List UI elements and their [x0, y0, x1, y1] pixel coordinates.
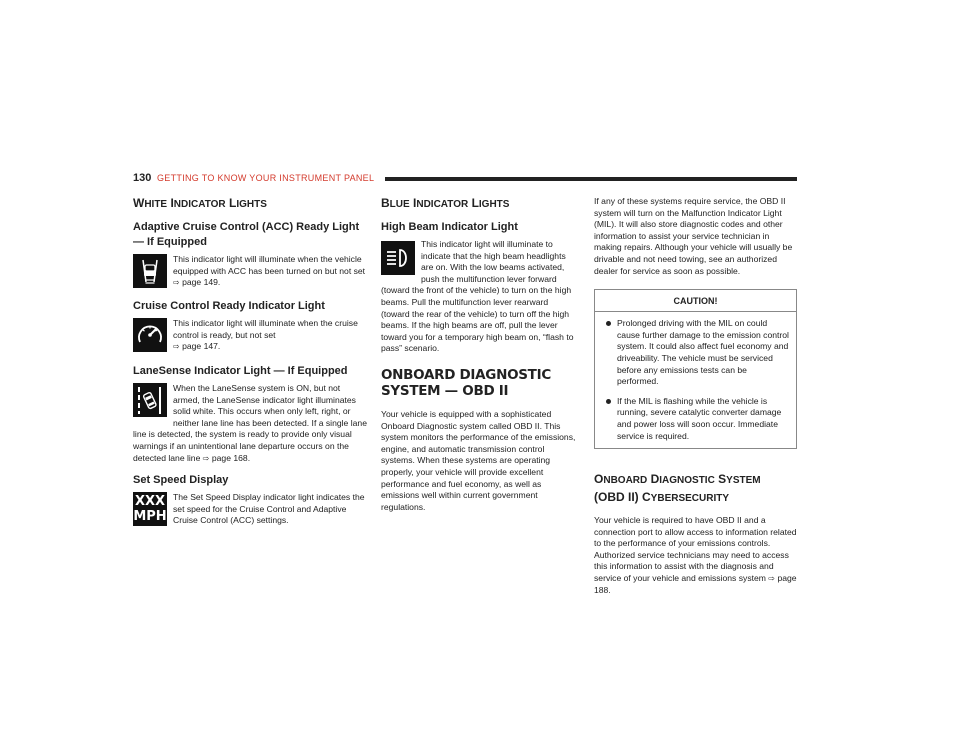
caution-title: CAUTION!: [595, 290, 796, 312]
cruise-text: This indicator light will illuminate when the cruise control is ready, but not set ⇨ page 147.: [173, 318, 358, 352]
caution-bullet: Prolonged driving with the MIL on could cause further damage to the emission control system. It could also affect fuel economy and driveability. The vehicle must be serviced before any emissions tests can be performed.: [601, 318, 790, 388]
cruise-heading: Cruise Control Ready Indicator Light: [133, 300, 325, 312]
setspeed-heading: Set Speed Display: [133, 474, 229, 487]
acc-ready-icon: [133, 254, 167, 288]
header-rule: [385, 177, 797, 181]
setspeed-text: The Set Speed Display indicator light indicates the set speed for the Cruise Control and Adaptive Cruise Control (ACC) settings.: [173, 492, 365, 526]
page-number: 130: [133, 172, 152, 184]
column-3: [594, 196, 797, 596]
white-indicator-lights-title: WHITE INDICATOR LIGHTS: [133, 196, 267, 210]
high-beam-icon: [381, 241, 415, 275]
cruise-ready-icon: [133, 318, 167, 352]
high-beam-text: This indicator light will illuminate to indicate that the high beam headlights are on. With the low beams activated, push the multifunction lever forward (toward the front of the vehicle) to turn on the high beams. Pull the multifunction lever rearward (toward the rear of the vehicle) to turn off the high beams. If the high beams are off, pull the lever toward you for a temporary high beam on, “flash to pass” scenario.: [381, 239, 574, 354]
section-title: GETTING TO KNOW YOUR INSTRUMENT PANEL: [157, 173, 375, 183]
blue-indicator-lights-title: BLUE INDICATOR LIGHTS: [381, 196, 510, 210]
column-1: [133, 196, 369, 528]
lanesense-text: When the LaneSense system is ON, but not armed, the LaneSense indicator light illuminates solid white. This occurs when only left, right, or neither lane line has been detected. If a single lane line is detected, the system is ready to provide only visual warnings if an unintentional lane departure occurs on the detected lane line ⇨ page 168.: [133, 383, 367, 463]
caution-bullet: If the MIL is flashing while the vehicle is running, severe catalytic converter damage and power loss will soon occur. Immediate service is required.: [601, 396, 790, 442]
lanesense-icon: [133, 383, 167, 417]
lanesense-heading: LaneSense Indicator Light — If Equipped: [133, 365, 348, 377]
high-beam-heading: High Beam Indicator Light: [381, 221, 518, 233]
obd-service-text: If any of these systems require service, the OBD II system will turn on the Malfunction Indicator Light (MIL). It will also store diagnostic codes and other information to assist your service technician in making repairs. Although your vehicle will usually be drivable and not need towing, see an authorized dealer for service as soon as possible.: [594, 196, 793, 276]
column-2: [381, 196, 577, 513]
cybersecurity-text: Your vehicle is required to have OBD II and a connection port to allow access to information related to the performance of your emissions controls. Authorized service technicians may need to access this information to assist with the diagnosis and service of your vehicle and emissions system ⇨ page 188.: [594, 515, 797, 595]
obd-text: Your vehicle is equipped with a sophisticated Onboard Diagnostic system called OBD II. This system monitors the performance of the emissions, engine, and automatic transmission control systems. When these systems are operating properly, your vehicle will provide excellent performance and fuel economy, as well as emissions well within current government regulations.: [381, 408, 576, 512]
acc-heading: Adaptive Cruise Control (ACC) Ready Light — If Equipped: [133, 221, 360, 248]
set-speed-icon: XXX MPH: [133, 494, 167, 525]
acc-text: This indicator light will illuminate when the vehicle equipped with ACC has been turned on but not set ⇨ page 149.: [173, 254, 366, 288]
obd-cybersecurity-title: ONBOARD DIAGNOSTIC SYSTEM (OBD II) CYBERSECURITY: [594, 472, 761, 505]
caution-box: [594, 289, 797, 449]
obd-title: ONBOARD DIAGNOSTIC SYSTEM — OBD II: [381, 366, 551, 399]
bullet-dot-icon: [606, 399, 611, 404]
bullet-dot-icon: [606, 321, 611, 326]
